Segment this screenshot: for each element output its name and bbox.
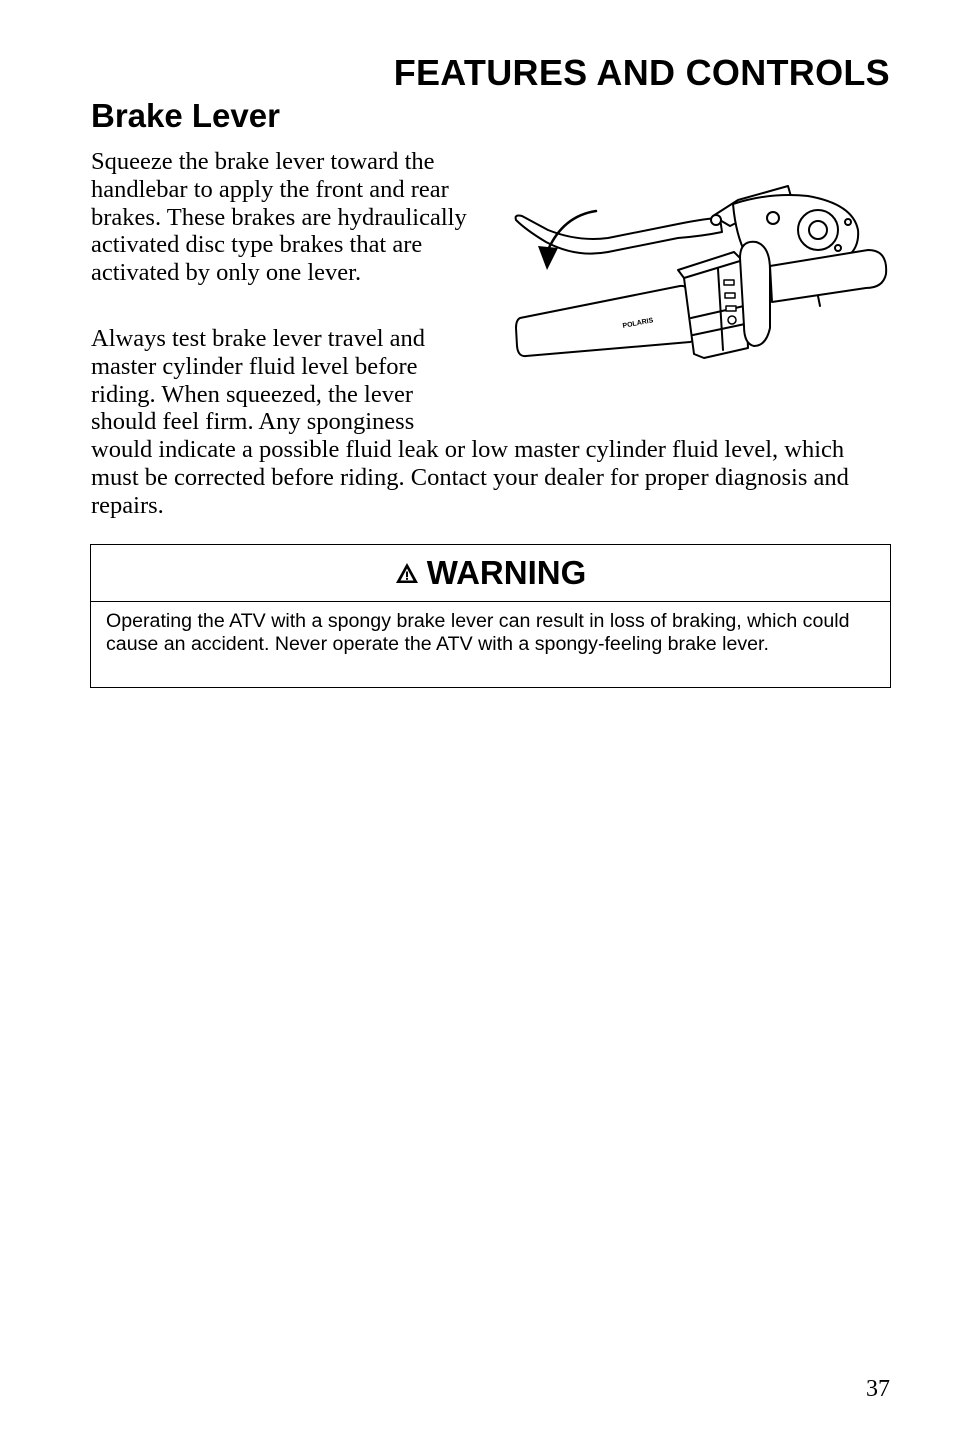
- brake-lever-icon: [508, 178, 893, 370]
- section-title: Brake Lever: [91, 97, 280, 134]
- paragraph-brake-usage: Squeeze the brake lever toward the handlebar to apply the front and rear brakes. These brakes are hydraulically activated disc type brakes that are activated by only one lever.: [91, 148, 467, 287]
- warning-box: [90, 544, 891, 688]
- warning-text: Operating the ATV with a spongy brake lever can result in loss of braking, which could cause an accident. Never operate the ATV with a spongy-feeling brake lever.: [106, 610, 850, 655]
- warning-header: [91, 545, 890, 602]
- page-number: 37: [866, 1376, 890, 1402]
- paragraph-brake-test-text: Always test brake lever travel and master cylinder fluid level before riding. When squeezed, the lever should feel firm. Any sponginess would indicate a possible fluid leak or low master cylinder fluid level, which must be corrected before riding. Contact your dealer for proper diagnosis and repairs.: [91, 325, 849, 519]
- warning-title: WARNING: [426, 554, 587, 591]
- brake-lever-illustration: [508, 178, 893, 370]
- grip-label: POLARIS: [622, 317, 654, 330]
- warning-triangle-icon: [395, 562, 419, 584]
- page-header: FEATURES AND CONTROLS: [393, 52, 890, 93]
